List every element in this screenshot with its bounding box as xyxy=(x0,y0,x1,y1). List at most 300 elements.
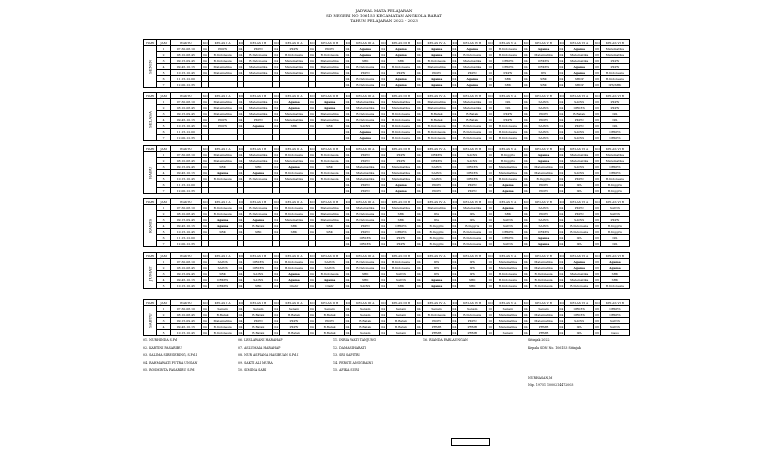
table-cell: B.Batak xyxy=(351,324,380,330)
table-cell: B.Indonesia xyxy=(565,283,594,289)
table-cell: SBDP xyxy=(565,82,594,88)
table-cell: Agama xyxy=(565,64,594,70)
column-header: KO xyxy=(309,93,315,98)
column-header: KELAS VI A xyxy=(565,146,594,152)
column-header: KO xyxy=(452,93,458,98)
table-cell: ORKES xyxy=(600,170,629,176)
column-header: KO xyxy=(381,300,386,305)
table-cell: 06 xyxy=(595,229,599,234)
table-cell: PKPN xyxy=(565,123,594,129)
table-cell: Matematika xyxy=(386,99,415,105)
table-cell: Senam xyxy=(458,306,487,312)
table-cell: 04 xyxy=(309,265,314,270)
table-cell xyxy=(273,82,280,88)
column-header: KELAS I A xyxy=(208,199,237,205)
table-cell: B.Inggris xyxy=(600,223,629,229)
table-cell: Agama xyxy=(244,123,273,129)
table-cell: 04 xyxy=(559,158,564,163)
table-cell: 10 xyxy=(488,205,493,210)
teacher-name: 02. KARTINI PASARIBU xyxy=(143,345,182,350)
table-cell: SAINS xyxy=(493,217,522,223)
table-cell: 04 xyxy=(309,58,314,63)
table-cell: Matematika xyxy=(315,111,344,117)
table-cell: SBK xyxy=(386,58,415,64)
table-cell: 06 xyxy=(595,135,599,140)
schedule-table-senin xyxy=(143,39,630,88)
table-cell: Agama xyxy=(351,129,380,135)
table-cell: 04 xyxy=(452,312,457,317)
table-cell: 04 xyxy=(416,76,421,81)
column-header: KELAS V B xyxy=(529,253,558,259)
table-cell: SAINS xyxy=(422,176,451,182)
signature-line xyxy=(528,360,581,368)
table-cell: PKPN xyxy=(386,235,415,241)
table-cell: B.Indonesia xyxy=(386,135,415,141)
table-cell: SAINS xyxy=(529,123,558,129)
table-cell: Matematika xyxy=(279,117,308,123)
table-cell: B.Indonesia xyxy=(493,123,522,129)
column-header: KELAS I B xyxy=(244,93,273,99)
table-cell: 04 xyxy=(274,277,279,282)
table-cell: 10 xyxy=(488,188,493,193)
table-cell: Matematika xyxy=(386,205,415,211)
table-cell: Matematika xyxy=(422,64,451,70)
table-cell: ORKES xyxy=(458,176,487,182)
day-label: SABTU xyxy=(144,306,157,336)
column-header: KO xyxy=(452,199,458,204)
table-cell: IPA xyxy=(565,324,594,330)
table-cell: Agama xyxy=(315,99,344,105)
table-cell: Senam xyxy=(351,306,380,312)
column-header: KELAS VI B xyxy=(600,40,629,46)
table-row xyxy=(144,330,630,336)
table-cell: Matematika xyxy=(529,52,558,58)
table-cell: ORKES xyxy=(600,129,629,135)
table-cell: 06 xyxy=(595,46,599,51)
table-cell: 04 xyxy=(452,211,457,216)
table-cell: 10 xyxy=(488,135,493,140)
period-number: 6 xyxy=(157,235,170,241)
table-cell: 04 xyxy=(274,176,279,181)
column-header: KELAS I B xyxy=(244,199,273,205)
column-header: JAM xyxy=(157,300,170,306)
table-cell: 04 xyxy=(523,306,528,311)
table-cell: 10 xyxy=(488,241,493,246)
table-cell: SAINS xyxy=(493,223,522,229)
table-cell: B.Indonesia xyxy=(208,205,237,211)
table-cell: 04 xyxy=(559,241,564,246)
table-cell: Matematika xyxy=(315,70,344,76)
table-cell: 04 xyxy=(559,82,564,87)
table-cell: Matematika xyxy=(315,217,344,223)
table-cell: B.Indonesia xyxy=(351,259,380,265)
table-cell: 06 xyxy=(595,111,599,116)
table-cell xyxy=(308,188,315,194)
table-cell: B.Indonesia xyxy=(529,283,558,289)
table-cell: IPA xyxy=(565,241,594,247)
table-cell xyxy=(208,135,237,141)
table-cell: 04 xyxy=(523,188,528,193)
table-cell: IPA xyxy=(458,217,487,223)
table-cell: 04 xyxy=(381,105,386,110)
table-cell: 04 xyxy=(381,188,386,193)
table-cell: Senam xyxy=(351,312,380,318)
table-cell: B.Batak xyxy=(244,223,273,229)
table-cell: PKPN xyxy=(386,158,415,164)
table-cell: SAINS xyxy=(529,129,558,135)
table-cell: 04 xyxy=(416,46,421,51)
table-cell: B.Indonesia xyxy=(565,229,594,235)
table-cell: 04 xyxy=(523,76,528,81)
table-cell: B.Batak xyxy=(279,330,308,336)
table-cell: 04 xyxy=(559,117,564,122)
time-slot: 07.30-08.10 xyxy=(170,205,201,211)
table-cell: 04 xyxy=(416,223,421,228)
table-cell: 04 xyxy=(202,265,207,270)
table-cell: Agama xyxy=(279,277,308,283)
table-cell: Matematika xyxy=(529,318,558,324)
table-cell: 04 xyxy=(238,123,243,128)
table-cell: Matematika xyxy=(244,105,273,111)
table-cell: PKPN xyxy=(244,117,273,123)
table-cell: ORKES xyxy=(422,152,451,158)
period-number: 5 xyxy=(157,229,170,235)
table-cell: Agama xyxy=(600,265,629,271)
column-header: KELAS V B xyxy=(529,40,558,46)
table-cell: SBK xyxy=(386,211,415,217)
table-cell xyxy=(201,241,208,247)
table-cell: SAINS xyxy=(529,105,558,111)
table-cell: B.Indonesia xyxy=(422,123,451,129)
table-cell: B.Indonesia xyxy=(279,211,308,217)
table-cell: B.Batak xyxy=(386,318,415,324)
table-cell: SBK xyxy=(208,164,237,170)
table-cell: 10 xyxy=(488,217,493,222)
teacher-name: 11. INRIA WATI TANJUNG xyxy=(333,338,377,342)
period-number: 2 xyxy=(157,312,170,318)
column-header: KO xyxy=(595,199,600,204)
table-cell: B.Indonesia xyxy=(315,158,344,164)
table-cell: 10 xyxy=(488,271,493,276)
table-cell xyxy=(308,241,315,247)
table-cell: 04 xyxy=(202,211,207,216)
column-header: KO xyxy=(559,199,565,204)
table-cell: ORKES xyxy=(493,64,522,70)
column-header: KELAS III B xyxy=(386,199,415,205)
table-cell: 04 xyxy=(202,324,207,329)
table-cell: 04 xyxy=(309,105,314,110)
table-cell: 04 xyxy=(523,223,528,228)
table-cell: Agama xyxy=(458,46,487,52)
table-cell: Agama xyxy=(351,135,380,141)
table-cell: 06 xyxy=(595,283,599,288)
table-cell: 04 xyxy=(274,64,279,69)
table-cell: 04 xyxy=(381,82,386,87)
table-cell: 04 xyxy=(416,64,421,69)
table-cell: IPA xyxy=(493,105,522,111)
table-cell: 04 xyxy=(452,241,457,246)
table-cell: 04 xyxy=(452,205,457,210)
table-cell: 04 xyxy=(309,170,314,175)
table-cell: 04 xyxy=(416,271,421,276)
table-cell: B.Indonesia xyxy=(208,58,237,64)
table-cell: 06 xyxy=(595,123,599,128)
column-header: KO xyxy=(595,146,600,151)
table-cell: Olahr xyxy=(279,283,308,289)
table-cell: B.Batak xyxy=(315,330,344,336)
table-cell: Agama xyxy=(565,259,594,265)
table-cell: 04 xyxy=(452,70,457,75)
table-cell xyxy=(237,135,244,141)
table-cell: 04 xyxy=(238,211,243,216)
table-cell: 04 xyxy=(202,259,207,264)
table-cell: 04 xyxy=(274,211,279,216)
table-cell: 04 xyxy=(381,223,386,228)
table-cell: 04 xyxy=(381,58,386,63)
time-slot: 08.10-08.45 xyxy=(170,265,201,271)
table-cell: Matematika xyxy=(529,164,558,170)
table-cell: 10 xyxy=(488,283,493,288)
table-cell: 10 xyxy=(488,129,493,134)
table-cell: 04 xyxy=(559,188,564,193)
period-number: 2 xyxy=(157,265,170,271)
table-cell: SBK xyxy=(351,58,380,64)
time-slot: 12.00-12.35 xyxy=(170,188,201,194)
column-header: KELAS I A xyxy=(208,93,237,99)
table-cell: B.Indonesia xyxy=(315,176,344,182)
column-header: KO xyxy=(488,40,493,45)
table-cell: 04 xyxy=(381,318,386,323)
teacher-name: 06. LESLAWANI HARAHAP xyxy=(238,338,283,342)
column-header: KO xyxy=(523,199,529,204)
table-cell: 04 xyxy=(416,241,421,246)
table-row xyxy=(144,241,630,247)
table-cell: PKPN xyxy=(422,182,451,188)
time-slot: 09.45-10.15 xyxy=(170,117,201,123)
table-cell: 04 xyxy=(345,330,350,335)
table-cell: 06 xyxy=(595,117,599,122)
teacher-name: 09. SAKTI ALI MURA xyxy=(238,360,273,365)
table-cell: B.Batak xyxy=(208,312,237,318)
table-cell: Matematika xyxy=(600,46,629,52)
table-cell: 04 xyxy=(309,123,314,128)
table-cell: ORKES xyxy=(565,105,594,111)
table-cell: 04 xyxy=(381,76,386,81)
table-cell: 10 xyxy=(488,182,493,187)
table-cell: 04 xyxy=(309,217,314,222)
table-cell: 10 xyxy=(488,46,493,51)
table-cell: 04 xyxy=(381,241,386,246)
table-cell: SAINS xyxy=(565,217,594,223)
table-cell: PRMB xyxy=(529,324,558,330)
table-cell: PKPN xyxy=(600,58,629,64)
time-slot: 11.15-12.00 xyxy=(170,129,201,135)
table-cell: 04 xyxy=(345,117,350,122)
table-cell: 04 xyxy=(202,111,207,116)
table-cell: PKPN xyxy=(458,182,487,188)
column-header: JAM xyxy=(157,199,170,205)
period-number: 2 xyxy=(157,211,170,217)
table-cell: 04 xyxy=(345,283,350,288)
table-cell: 04 xyxy=(416,170,421,175)
table-cell: 04 xyxy=(274,259,279,264)
table-cell: 04 xyxy=(381,229,386,234)
column-header: KO xyxy=(523,300,529,305)
table-cell: PKPN xyxy=(458,70,487,76)
table-cell: Matematika xyxy=(315,117,344,123)
table-cell: SAINS xyxy=(600,318,629,324)
table-cell: 04 xyxy=(309,271,314,276)
table-cell: 04 xyxy=(452,152,457,157)
teacher-name: 10. SIMINA SARI xyxy=(238,368,267,372)
table-cell: 10 xyxy=(488,176,493,181)
table-cell: Senam xyxy=(493,306,522,312)
column-header: KO xyxy=(595,300,600,305)
table-cell: 04 xyxy=(345,52,350,57)
table-cell: Agama xyxy=(422,82,451,88)
table-cell: Agama xyxy=(565,265,594,271)
table-cell: Matematika xyxy=(351,176,380,182)
table-cell: 04 xyxy=(381,205,386,210)
table-cell: Matematika xyxy=(208,105,237,111)
column-header: KELAS III A xyxy=(351,199,380,205)
header-school: SD NEGERI NO 106153 KECAMATAN ANGKOLA BARAT xyxy=(326,13,442,18)
table-cell: 04 xyxy=(452,117,457,122)
column-header: KELAS II A xyxy=(279,40,308,46)
table-cell: Matematika xyxy=(493,265,522,271)
time-slot: 08.10-08.45 xyxy=(170,312,201,318)
table-cell: Senam xyxy=(386,330,415,336)
column-header: HARI xyxy=(144,199,157,205)
period-number: 1 xyxy=(157,46,170,52)
column-header: KELAS V A xyxy=(493,40,522,46)
table-cell: 04 xyxy=(345,223,350,228)
table-cell: SBK xyxy=(458,283,487,289)
table-cell: Matematika xyxy=(208,158,237,164)
table-cell: Matematika xyxy=(279,111,308,117)
table-cell: 04 xyxy=(345,217,350,222)
period-number: 3 xyxy=(157,164,170,170)
table-cell: 04 xyxy=(345,176,350,181)
table-cell: Senam xyxy=(493,330,522,336)
table-row xyxy=(144,82,630,88)
table-cell: 04 xyxy=(274,170,279,175)
table-cell: 04 xyxy=(559,170,564,175)
column-header: KO xyxy=(309,253,315,258)
time-slot: 08.10-08.45 xyxy=(170,158,201,164)
table-cell: Matematika xyxy=(600,52,629,58)
table-cell: 04 xyxy=(345,306,350,311)
table-cell: IPS xyxy=(529,70,558,76)
table-cell: 04 xyxy=(309,46,314,51)
column-header: KELAS II B xyxy=(315,253,344,259)
table-cell: Gaus xyxy=(600,330,629,336)
table-cell: IPA xyxy=(600,111,629,117)
table-cell: 04 xyxy=(202,117,207,122)
column-header: KO xyxy=(274,40,279,45)
table-cell: PRMB xyxy=(422,324,451,330)
table-cell: IPA xyxy=(458,211,487,217)
column-header: KELAS VI A xyxy=(565,199,594,205)
table-cell xyxy=(237,188,244,194)
table-row xyxy=(144,283,630,289)
table-cell: B.Indonesia xyxy=(422,129,451,135)
table-cell xyxy=(315,241,344,247)
table-cell: 04 xyxy=(274,271,279,276)
table-cell: SBK xyxy=(529,76,558,82)
table-cell: 04 xyxy=(559,229,564,234)
table-cell: Agama xyxy=(493,188,522,194)
column-header: KELAS V A xyxy=(493,300,522,306)
column-header: KELAS V A xyxy=(493,93,522,99)
table-cell: Matematika xyxy=(386,164,415,170)
table-cell: B.Indonesia xyxy=(422,58,451,64)
table-cell: ORKES xyxy=(493,58,522,64)
table-cell: B.Indonesia xyxy=(386,129,415,135)
table-cell: 10 xyxy=(488,306,493,311)
table-cell: 04 xyxy=(274,283,279,288)
time-slot: 11.15-12.00 xyxy=(170,76,201,82)
table-cell: IPS xyxy=(458,265,487,271)
table-cell: 04 xyxy=(345,129,350,134)
signature-line: Nip. 19751 1000214472003 xyxy=(528,383,574,387)
table-cell: 04 xyxy=(381,235,386,240)
table-cell: Matematika xyxy=(208,152,237,158)
time-slot: 09.15-09.45 xyxy=(170,217,201,223)
table-cell: 04 xyxy=(309,205,314,210)
table-cell: SAINS xyxy=(244,271,273,277)
table-cell: Agama xyxy=(244,170,273,176)
table-cell: Matematika xyxy=(244,152,273,158)
column-header: WAKTU xyxy=(170,40,201,46)
column-header: KO xyxy=(523,40,529,45)
table-cell: 04 xyxy=(452,64,457,69)
table-cell: Agama xyxy=(422,46,451,52)
schedule-table-kamis xyxy=(143,198,630,247)
table-cell: IPA xyxy=(565,188,594,194)
period-number: 5 xyxy=(157,330,170,336)
table-cell: Matematika xyxy=(458,64,487,70)
day-label: RABU xyxy=(144,152,157,194)
table-cell: Matematika xyxy=(244,111,273,117)
table-cell: 04 xyxy=(559,99,564,104)
column-header: KO xyxy=(452,300,458,305)
table-cell: Agama xyxy=(422,283,451,289)
table-cell: Matematika xyxy=(458,99,487,105)
table-cell: Matematika xyxy=(529,265,558,271)
column-header: KO xyxy=(345,40,351,45)
table-cell: B.Batak xyxy=(565,111,594,117)
table-cell: PKPN xyxy=(351,70,380,76)
column-header: KELAS VI B xyxy=(600,146,629,152)
table-cell: 04 xyxy=(416,70,421,75)
column-header: WAKTU xyxy=(170,146,201,152)
table-cell: 04 xyxy=(345,241,350,246)
column-header: KELAS V B xyxy=(529,300,558,306)
table-cell: 04 xyxy=(381,52,386,57)
column-header: KO xyxy=(238,93,244,98)
table-cell: B.Indonesia xyxy=(244,176,273,182)
table-cell: B.Indonesia xyxy=(529,271,558,277)
column-header: KO xyxy=(381,146,386,151)
table-cell: 10 xyxy=(488,170,493,175)
table-cell: 04 xyxy=(452,235,457,240)
table-cell: Senam xyxy=(422,306,451,312)
table-cell: B.Indonesia xyxy=(351,217,380,223)
table-cell: 06 xyxy=(595,164,599,169)
table-cell: B.Indonesia xyxy=(386,259,415,265)
table-cell: B.Indonesia xyxy=(386,111,415,117)
